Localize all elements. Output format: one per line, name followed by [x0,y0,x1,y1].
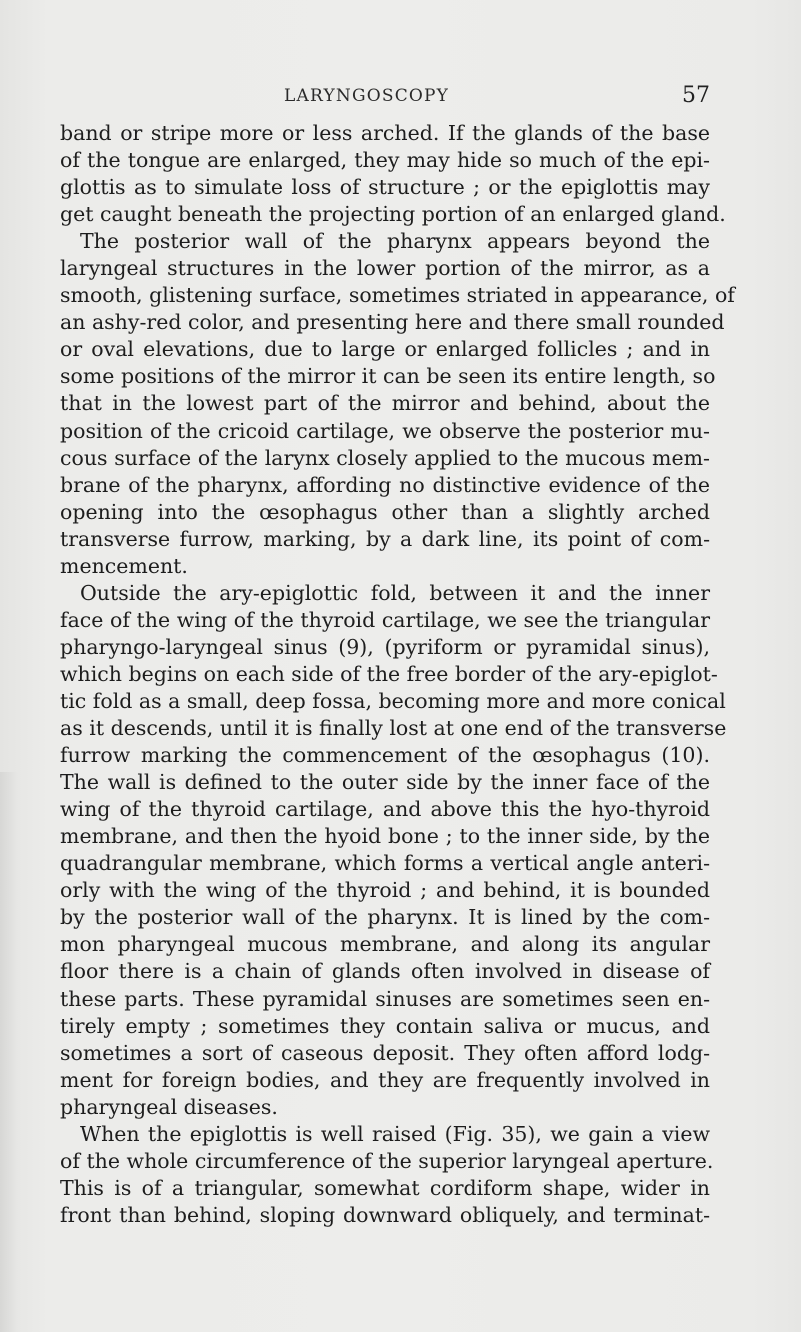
text-line: of the whole circumference of the superior laryngeal aperture. [60,1148,714,1173]
text-line: opening into the œsophagus other than a slightly arched [60,499,710,524]
text-line: When the epiglottis is well raised (Fig. 35), we gain a view [80,1121,710,1146]
body-text [60,120,735,1229]
text-line: sometimes a sort of caseous deposit. They often afford lodg- [60,1040,710,1065]
binding-shadow [0,772,18,1332]
text-line: The wall is defined to the outer side by the inner face of the [60,770,710,795]
text-line: or oval elevations, due to large or enlarged follicles ; and in [60,337,710,362]
text-line: which begins on each side of the free border of the ary-epiglot- [60,661,718,686]
text-line: front than behind, sloping downward obliquely, and terminat- [60,1202,710,1227]
page-number: 57 [682,83,710,108]
text-line: ment for foreign bodies, and they are frequently involved in [60,1067,710,1092]
text-line: that in the lowest part of the mirror and behind, about the [60,391,710,416]
text-line: face of the wing of the thyroid cartilage, we see the triangular [60,607,710,632]
text-line: brane of the pharynx, affording no distinctive evidence of the [60,472,710,497]
text-line: of the tongue are enlarged, they may hide so much of the epi- [60,148,710,173]
text-line: get caught beneath the projecting portion of an enlarged gland. [60,202,726,227]
text-line: position of the cricoid cartilage, we observe the posterior mu- [60,418,710,443]
text-line: by the posterior wall of the pharynx. It is lined by the com- [60,905,710,930]
text-line: Outside the ary-epiglottic fold, between it and the inner [80,580,710,605]
text-line: smooth, glistening surface, sometimes striated in appearance, of [60,283,735,308]
text-line: floor there is a chain of glands often involved in disease of [60,959,710,984]
text-line: quadrangular membrane, which forms a vertical angle anteri- [60,851,710,876]
text-line: mon pharyngeal mucous membrane, and along its angular [60,932,710,957]
text-line: tirely empty ; sometimes they contain saliva or mucus, and [60,1013,710,1038]
text-line: orly with the wing of the thyroid ; and behind, it is bounded [60,878,710,903]
running-head: LARYNGOSCOPY [284,86,450,106]
text-line: This is of a triangular, somewhat cordiform shape, wider in [60,1175,710,1200]
text-line: an ashy-red color, and presenting here and there small rounded [60,310,725,335]
text-line: transverse furrow, marking, by a dark line, its point of com- [60,526,710,551]
text-line: tic fold as a small, deep fossa, becoming more and more conical [60,688,726,713]
text-line: band or stripe more or less arched. If the glands of the base [60,121,710,145]
text-line: furrow marking the commencement of the œsophagus (10). [60,743,710,768]
text-line: cous surface of the larynx closely applied to the mucous mem- [60,445,710,470]
text-line: some positions of the mirror it can be seen its entire length, so [60,364,716,389]
text-line: membrane, and then the hyoid bone ; to the inner side, by the [60,824,710,849]
page-header [60,83,710,116]
text-line: as it descends, until it is finally lost at one end of the transverse [60,716,727,741]
text-line: pharyngo-laryngeal sinus (9), (pyriform or pyramidal sinus), [60,634,710,659]
text-line: mencement. [60,553,188,578]
text-line: wing of the thyroid cartilage, and above this the hyo-thyroid [60,797,710,822]
text-line: these parts. These pyramidal sinuses are sometimes seen en- [60,986,710,1011]
text-line: The posterior wall of the pharynx appears beyond the [80,229,710,254]
text-line: pharyngeal diseases. [60,1094,278,1119]
text-line: laryngeal structures in the lower portion of the mirror, as a [60,256,710,281]
text-line: glottis as to simulate loss of structure ; or the epiglottis may [60,175,710,200]
